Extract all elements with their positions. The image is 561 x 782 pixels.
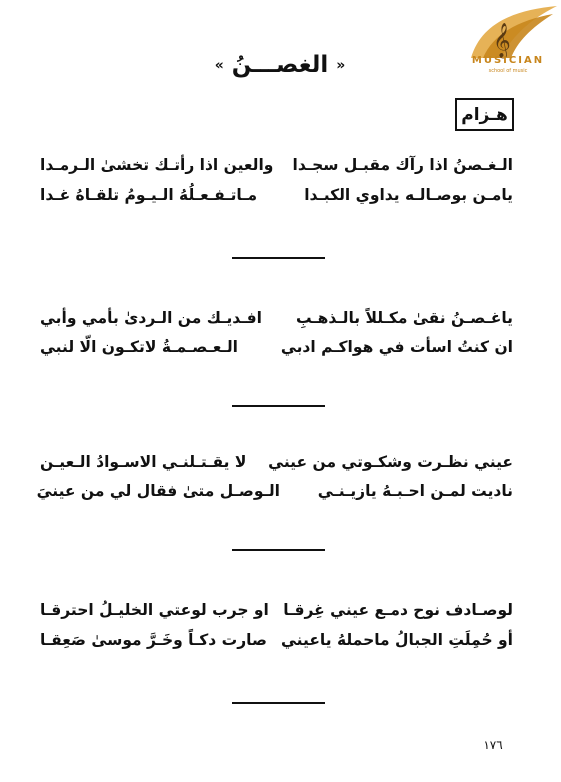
verse-right-hemistich: أو حُمِلَتِ الجبالُ ماحملهُ ياعيني xyxy=(280,631,513,649)
logo-tagline: school of music xyxy=(488,68,528,74)
verse-left-hemistich: والعين اذا رأتـك تخشىٰ الـرمـدا xyxy=(40,156,274,174)
verse-right-hemistich: الـغـصنُ اذا رآك مقبـل سجـدا xyxy=(292,156,513,174)
stanza-divider xyxy=(232,702,325,704)
verse-right-hemistich: لوصـادف نوح دمـع عيني غِرقـا xyxy=(283,601,513,619)
verse-right-hemistich: ان كنتُ اسأت في هواكـم ادبي xyxy=(280,338,513,356)
verse-right-hemistich: يامـن بوصـالـه يداوي الكبـدا xyxy=(304,186,513,204)
title-quote-open: « xyxy=(336,57,346,74)
poem-title xyxy=(180,52,380,78)
verse-left-hemistich: الـعـصـمـةُ لاتكـون الّا لنبي xyxy=(40,338,238,356)
verse-right-hemistich: عيني نظـرت وشكـوتي من عيني xyxy=(268,453,513,471)
page-number: ١٧٦ xyxy=(483,738,503,752)
svg-text:𝄞: 𝄞 xyxy=(493,23,511,58)
verse-left-hemistich: صارت دكـاً وخَـرَّ موسىٰ صَعِقـا xyxy=(40,631,267,649)
verse-left-hemistich: او جرب لوعتي الخليـلُ احترقـا xyxy=(40,601,269,619)
maqam-label: هـزام xyxy=(455,98,514,131)
verse-left-hemistich: مـاتـفـعـلُهُ الـيـومُ تلقـاهُ غـدا xyxy=(40,186,258,204)
verse-left-hemistich: الـوصـل متىٰ فقال لي من عينيَ xyxy=(36,482,280,500)
title-text: الغصـــنُ xyxy=(231,52,329,78)
stanza-divider xyxy=(232,405,325,407)
stanza-divider xyxy=(232,257,325,259)
verse-left-hemistich: افـديـك من الـردىٰ بأمي وأبي xyxy=(40,309,262,327)
logo-wordmark: MUSICIAN xyxy=(471,55,545,66)
verse-right-hemistich: ياغـصـنُ نقىٰ مكـللاً بالـذهـبِ xyxy=(295,309,513,327)
stanza-divider xyxy=(232,549,325,551)
title-quote-close: » xyxy=(214,57,224,74)
verse-left-hemistich: لا يقـتـلنـي الاسـوادُ الـعيـن xyxy=(40,453,247,471)
verse-right-hemistich: ناديت لمـن احـبـهُ يازيـنـي xyxy=(317,482,513,500)
